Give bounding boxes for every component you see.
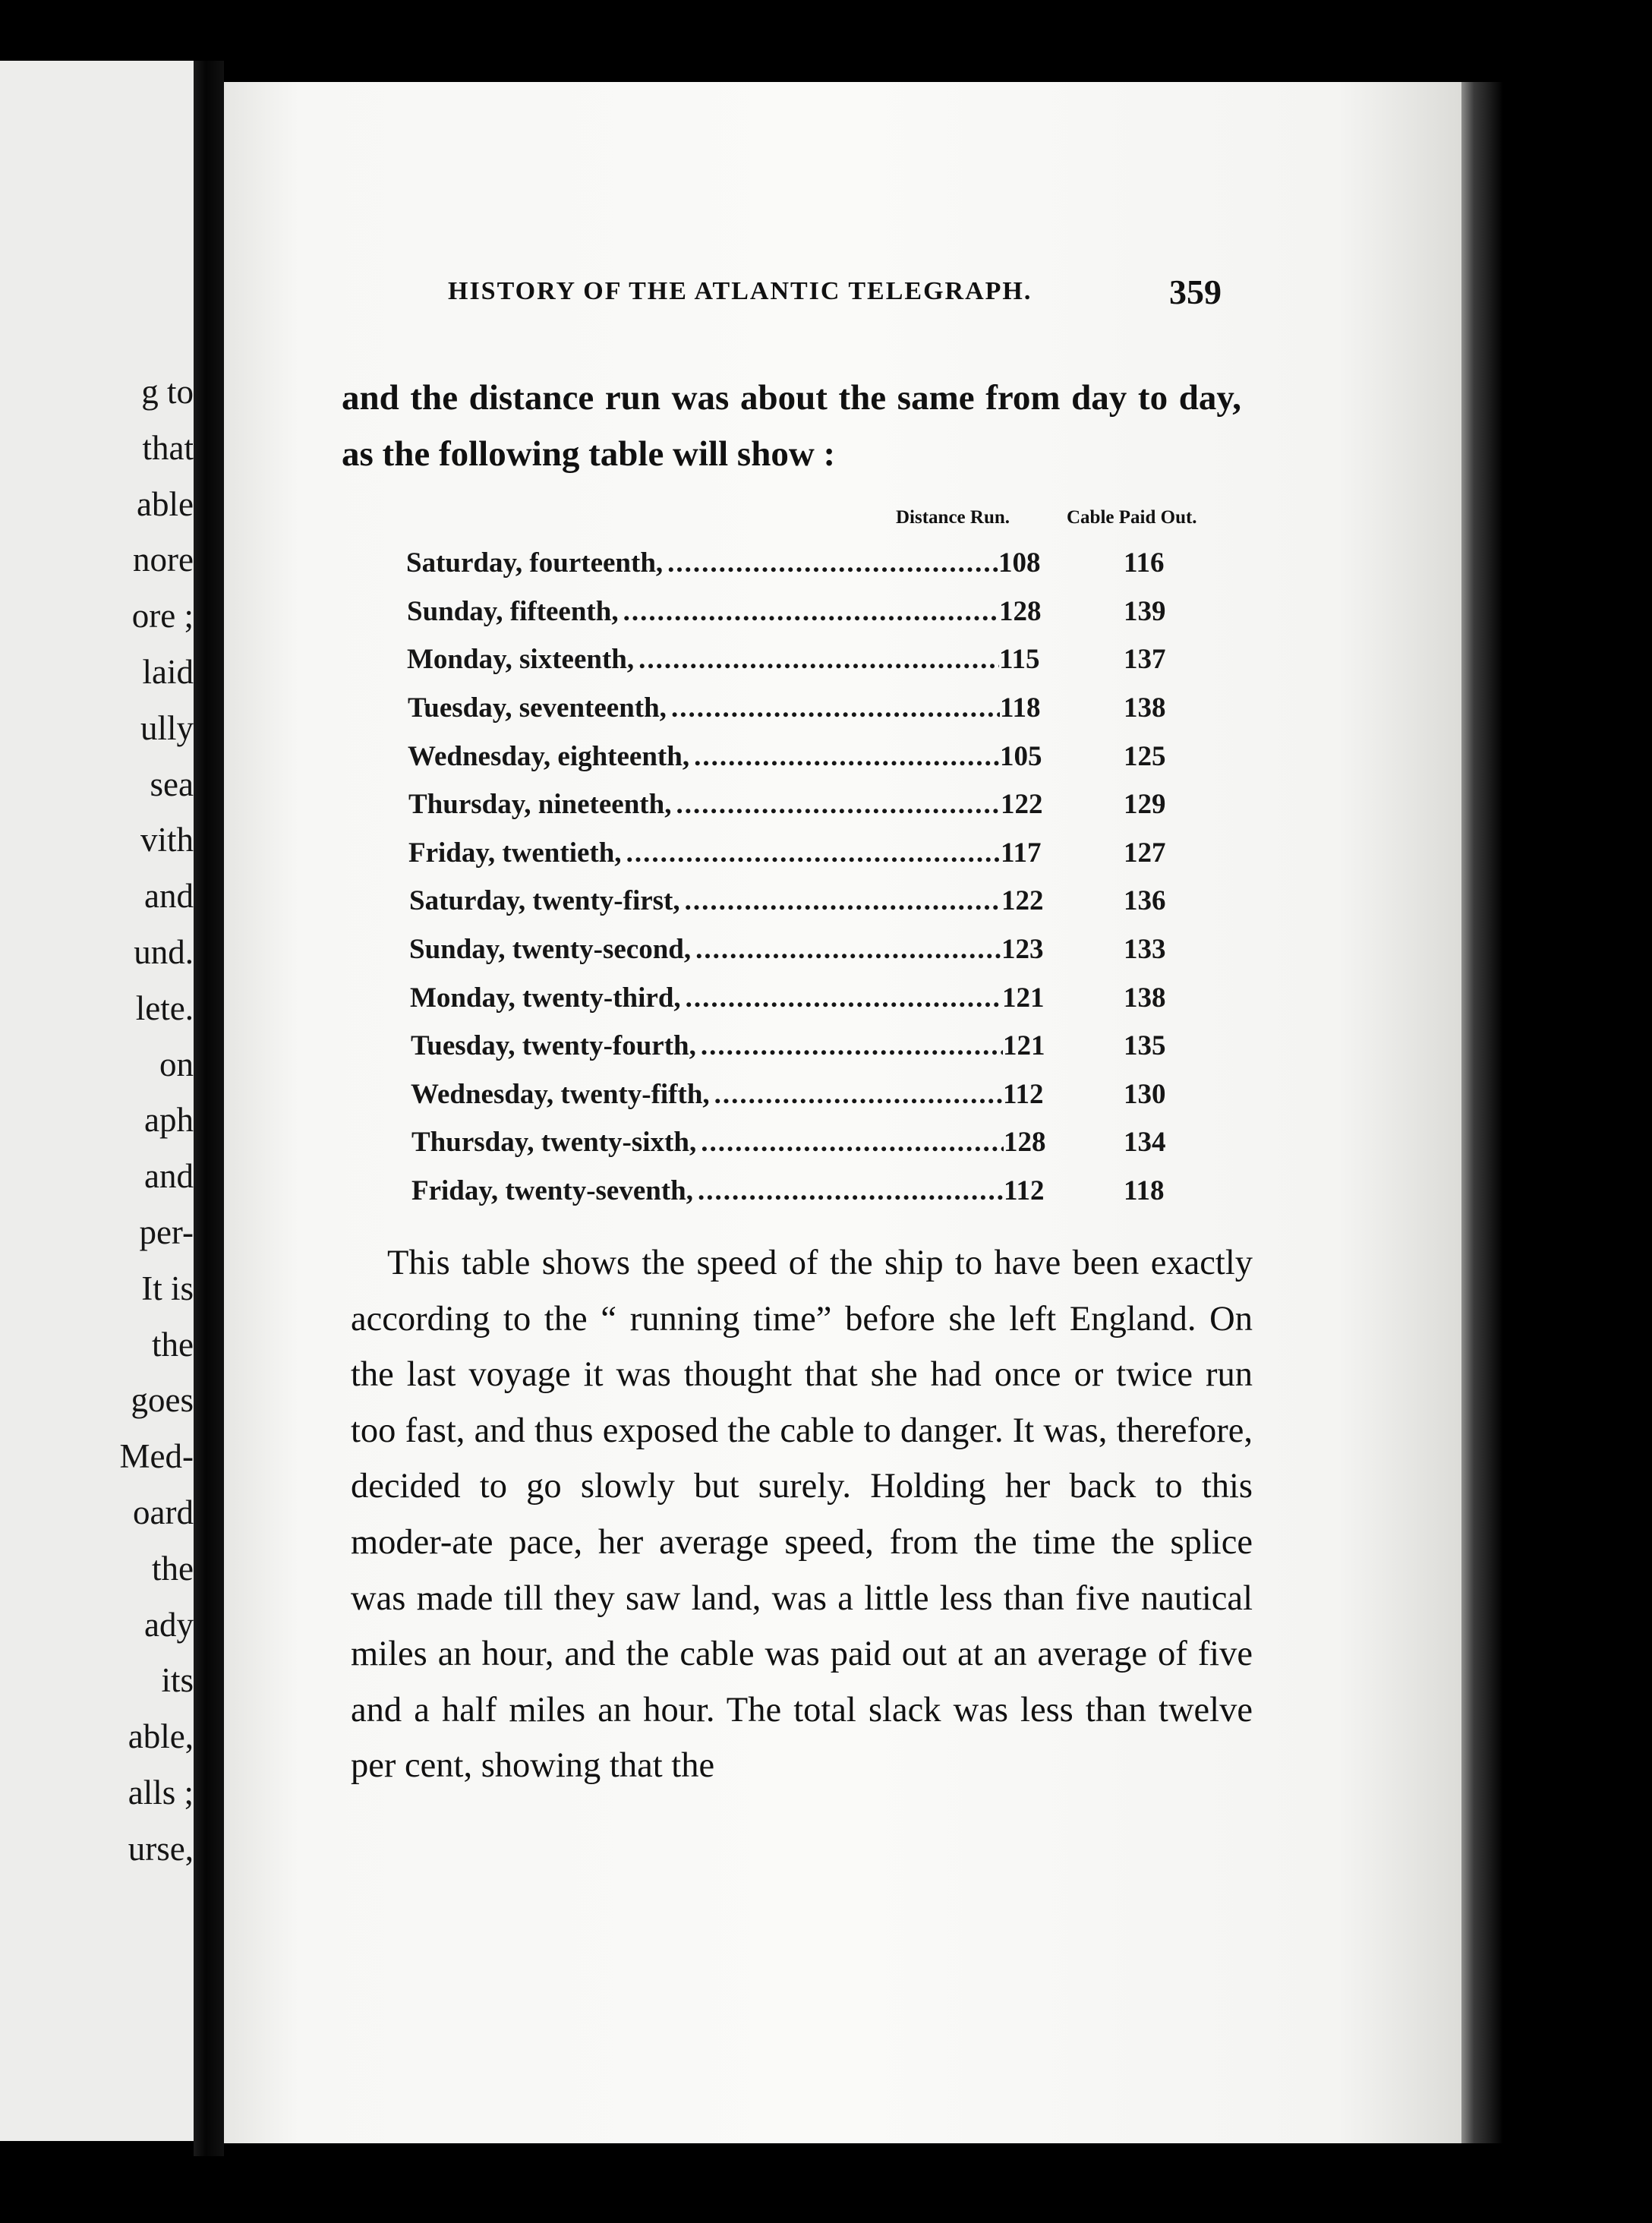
row-distance: 122	[1001, 789, 1043, 821]
left-page-line: It is	[141, 1269, 194, 1307]
row-cable: 136	[1124, 885, 1166, 917]
table-row	[406, 973, 1241, 1022]
row-day: Saturday, twenty-first,	[409, 885, 680, 917]
row-leader	[407, 643, 999, 676]
row-day: Friday, twentieth,	[408, 837, 622, 869]
body-paragraph	[351, 1235, 1253, 1794]
left-page-line: able,	[128, 1717, 194, 1756]
left-page-line: laid	[142, 652, 194, 691]
row-day: Friday, twenty-seventh,	[411, 1175, 693, 1207]
table-row	[406, 732, 1241, 780]
dot-leader	[676, 788, 1001, 821]
row-leader	[408, 740, 1000, 773]
left-page-line: aph	[144, 1101, 194, 1140]
row-cable: 139	[1124, 595, 1166, 627]
row-distance: 115	[999, 644, 1040, 676]
column-header-distance: Distance Run.	[896, 507, 1010, 528]
row-cable: 129	[1124, 789, 1166, 821]
left-page-line: oard	[133, 1493, 194, 1531]
row-distance: 122	[1001, 885, 1044, 917]
row-cable: 118	[1124, 1175, 1165, 1207]
row-distance: 108	[998, 547, 1041, 579]
row-distance: 121	[1003, 1030, 1045, 1062]
dot-leader	[671, 692, 1000, 724]
row-cable: 133	[1124, 934, 1166, 966]
row-leader	[409, 884, 1001, 917]
table-row	[406, 1071, 1241, 1119]
dot-leader	[623, 595, 999, 628]
left-page-line: and	[144, 877, 194, 916]
dot-leader	[685, 884, 1001, 917]
row-distance: 121	[1002, 982, 1045, 1014]
left-page-line: its	[161, 1661, 194, 1700]
row-cable: 130	[1124, 1078, 1166, 1110]
table-row	[406, 539, 1241, 588]
left-page-line: that	[142, 428, 194, 467]
row-day: Saturday, fourteenth,	[406, 547, 664, 579]
intro-paragraph: and the distance run was about the same from day to day, as the following table will show :	[342, 378, 1241, 474]
row-day: Tuesday, seventeenth,	[408, 692, 667, 724]
table-row	[406, 829, 1241, 878]
row-cable: 137	[1124, 644, 1166, 676]
left-page-line: sea	[150, 765, 194, 803]
table-row	[406, 588, 1241, 636]
row-day: Wednesday, eighteenth,	[408, 740, 690, 772]
row-leader	[408, 837, 1001, 869]
row-day: Thursday, nineteenth,	[408, 789, 672, 821]
page-edge	[1461, 82, 1503, 2143]
table-row	[406, 925, 1241, 974]
row-day: Wednesday, twenty-fifth,	[411, 1078, 710, 1110]
left-page-line: g to	[141, 373, 194, 411]
left-page-line: lete.	[135, 989, 194, 1027]
left-page-line: und.	[134, 932, 194, 971]
left-page-line: Med-	[119, 1437, 194, 1476]
left-page-line: goes	[131, 1381, 194, 1420]
row-distance: 112	[1004, 1175, 1045, 1207]
row-leader	[408, 788, 1001, 821]
left-page-line: on	[159, 1045, 194, 1083]
row-day: Thursday, twenty-sixth,	[411, 1127, 697, 1159]
left-page	[0, 61, 194, 2141]
row-leader	[406, 547, 998, 579]
row-leader	[411, 1030, 1003, 1062]
table-row	[406, 684, 1241, 733]
dot-leader	[626, 837, 1001, 869]
row-cable: 127	[1124, 837, 1166, 869]
table-row	[406, 1022, 1241, 1071]
row-day: Sunday, twenty-second,	[409, 934, 692, 966]
row-cable: 135	[1124, 1030, 1166, 1062]
row-cable: 138	[1124, 692, 1166, 724]
dot-leader	[694, 740, 1000, 773]
table-row	[406, 780, 1241, 829]
left-page-line: ully	[140, 708, 194, 747]
row-cable: 125	[1124, 740, 1166, 772]
table-row	[406, 1118, 1241, 1167]
dot-leader	[695, 933, 1001, 966]
left-page-line: and	[144, 1157, 194, 1196]
row-leader	[411, 1175, 1004, 1207]
dot-leader	[698, 1175, 1004, 1207]
left-page-line: urse,	[128, 1829, 194, 1868]
book-gutter	[194, 61, 224, 2156]
left-page-line: ore ;	[131, 597, 194, 635]
left-page-line: vith	[140, 821, 194, 859]
table-row	[406, 877, 1241, 925]
running-head: HISTORY OF THE ATLANTIC TELEGRAPH.	[448, 277, 1032, 305]
row-leader	[409, 933, 1001, 966]
row-cable: 116	[1124, 547, 1165, 579]
row-distance: 123	[1001, 934, 1044, 966]
row-distance: 117	[1001, 837, 1042, 869]
left-page-line: per-	[139, 1212, 194, 1251]
row-leader	[411, 1126, 1004, 1159]
left-page-text	[120, 364, 194, 1878]
row-distance: 128	[999, 595, 1042, 627]
row-distance: 112	[1003, 1078, 1044, 1110]
left-page-line: the	[152, 1325, 194, 1364]
row-cable: 134	[1124, 1127, 1166, 1159]
dot-leader	[714, 1078, 1003, 1111]
left-page-line: able	[137, 484, 194, 523]
body-paragraph-text: This table shows the speed of the ship to have been exactly according to the “ running time” before she left England. On the last voyage it was thought that she had once or twice run too fast, and thus exposed the cable to danger. It was, therefore, decided to go slowly but surely. Holding her back to this moder-ate pace, her average speed, from the time the splice was made till they saw land, was a little less than five nautical miles an hour, and the cable was paid out at an average of five and a half miles an hour. The total slack was less than twelve per cent, showing that the	[351, 1244, 1253, 1786]
row-day: Tuesday, twenty-fourth,	[411, 1030, 696, 1062]
dot-leader	[638, 643, 999, 676]
dot-leader	[667, 547, 998, 579]
page-number: 359	[1169, 273, 1222, 311]
table-row	[406, 635, 1241, 684]
left-page-line: the	[152, 1549, 194, 1588]
row-distance: 105	[1000, 740, 1042, 772]
row-leader	[407, 595, 999, 628]
left-page-line: ady	[144, 1605, 194, 1644]
distance-table	[406, 539, 1241, 1215]
dot-leader	[701, 1030, 1003, 1062]
row-distance: 128	[1004, 1127, 1046, 1159]
row-day: Monday, twenty-third,	[410, 982, 681, 1014]
left-page-line: nore	[133, 541, 194, 579]
table-row	[406, 1167, 1241, 1216]
row-cable: 138	[1124, 982, 1166, 1014]
row-distance: 118	[1000, 692, 1041, 724]
column-header-cable: Cable Paid Out.	[1067, 507, 1197, 528]
row-day: Monday, sixteenth,	[407, 644, 635, 676]
row-leader	[410, 982, 1002, 1014]
left-page-line: alls ;	[128, 1773, 194, 1812]
row-leader	[411, 1078, 1003, 1111]
row-leader	[408, 692, 1000, 724]
row-day: Sunday, fifteenth,	[407, 595, 619, 627]
dot-leader	[701, 1126, 1004, 1159]
dot-leader	[686, 982, 1002, 1014]
